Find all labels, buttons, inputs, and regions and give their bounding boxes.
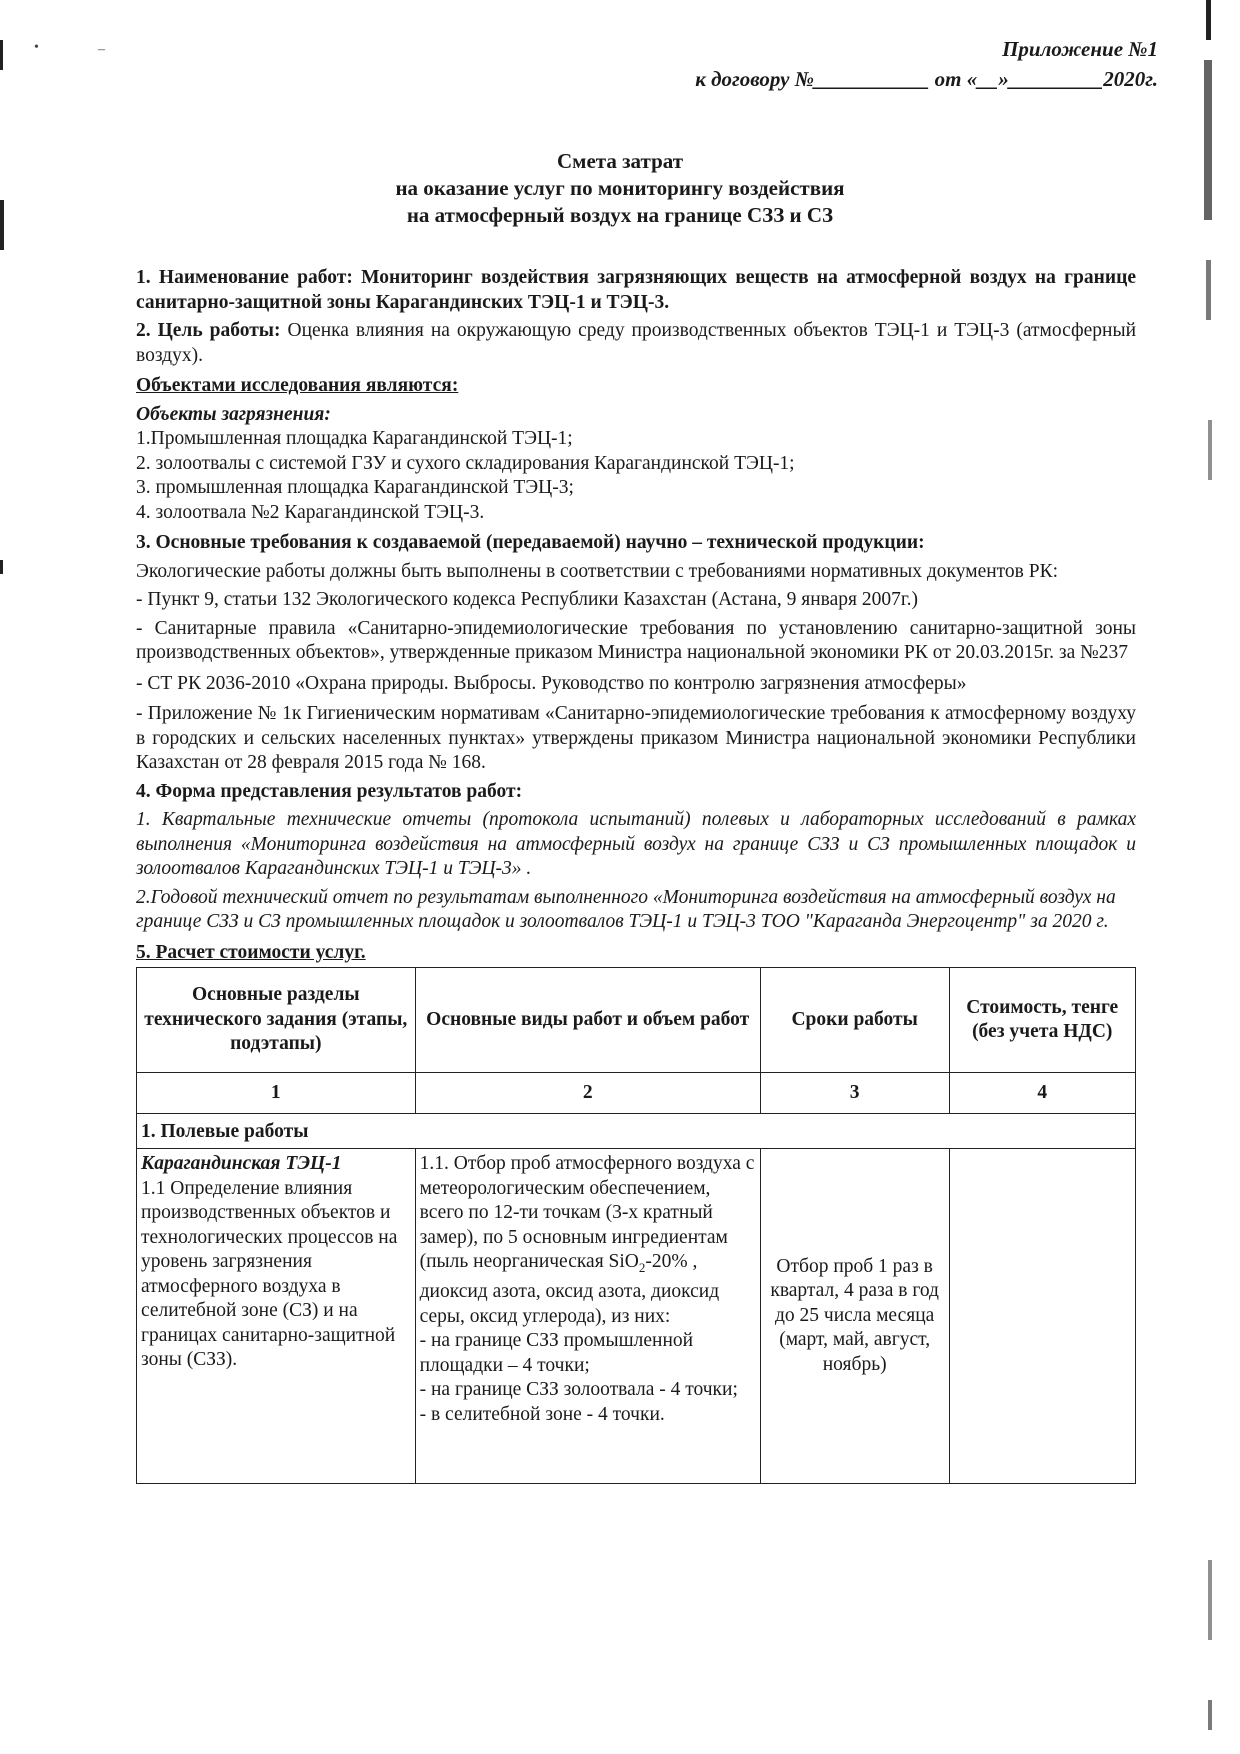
table-header-row (137, 968, 1136, 1073)
scan-speck: – (98, 42, 105, 57)
section-work-goal (136, 319, 1136, 368)
works-item: - на границе СЗЗ золоотвала - 4 точки; (419, 1379, 738, 1401)
works-text-cont: -20% , диоксид азота, оксид азота, диоксид серы, оксид углерода), из них: (419, 1251, 720, 1327)
column-number: 1 (137, 1073, 416, 1114)
scan-edge-mark (0, 40, 3, 70)
works-description (420, 1152, 756, 1329)
requirement-item: - Пункт 9, статьи 132 Экологического кодекса Республики Казахстан (Астана, 9 января 2007г.) (136, 589, 918, 610)
works-subscript: 2 (638, 1259, 646, 1275)
date-prefix: от «__» (934, 67, 1009, 91)
table-section-row (137, 1114, 1136, 1149)
objects-list (136, 427, 1136, 525)
table-row (137, 1149, 1136, 1484)
requirement-item: - Приложение № 1к Гигиеническим нормативам «Санитарно-эпидемиологические требования к атмосферному воздуху в городских и сельских населенных пунктах» утверждены приказом Министра национальной экономики Республики Казахстан от 28 февраля 2015 года № 168. (136, 703, 1136, 773)
objects-list-item: 4. золоотвала №2 Карагандинской ТЭЦ-3. (136, 501, 485, 523)
scan-edge-mark (0, 560, 3, 574)
section-work-name (136, 266, 1136, 315)
contract-prefix: к договору № (695, 67, 814, 91)
title-line-1: Смета затрат (556, 149, 684, 173)
table-cell-works (415, 1149, 760, 1484)
scan-edge-mark (1208, 1700, 1212, 1730)
section-4-label: 4. Форма представления результатов работ: (136, 780, 523, 802)
appendix-title: Приложение №1 (1002, 37, 1158, 61)
scan-edge-mark (1208, 420, 1212, 480)
works-item: - в селитебной зоне - 4 точки. (419, 1403, 665, 1425)
scan-speck: • (34, 40, 39, 55)
date-blank: _________ (1008, 67, 1104, 91)
table-cell-stage (137, 1149, 416, 1484)
result-form-item: 2.Годовой технический отчет по результатам выполненного «Мониторинга воздействия на атмосферный воздух на границе СЗЗ и СЗ промышленных площадок и золоотвалов ТЭЦ-1 и ТЭЦ-3 ТОО "Караганда Энергоцентр" за 2020 г. (136, 886, 1116, 932)
scan-edge-mark (1206, 0, 1211, 40)
requirement-item: - СТ РК 2036-2010 «Охрана природы. Выбросы. Руководство по контролю загрязнения атмосферы» (136, 672, 967, 694)
stage-description: 1.1 Определение влияния производственных объектов и технологических процессов на уровень загрязнения атмосферного воздуха в селитебной зоне (СЗ) и на границах санитарно-защитной зоны (СЗЗ). (141, 1177, 398, 1370)
table-section-title: 1. Полевые работы (137, 1114, 1136, 1149)
works-item: - на границе СЗЗ промышленной площадки – 4 точки; (419, 1330, 694, 1376)
column-number: 3 (760, 1073, 949, 1114)
column-number: 2 (415, 1073, 760, 1114)
objects-list-item: 3. промышленная площадка Карагандинской ТЭЦ-3; (136, 477, 574, 498)
column-number: 4 (949, 1073, 1136, 1114)
contract-year: 2020г. (1103, 67, 1158, 91)
contract-reference (695, 64, 1158, 94)
requirement-item: - Санитарные правила «Санитарно-эпидемиологические требования по установлению санитарно-защитной зоны производственных объектов», утвержденные приказом Министра национальной экономики РК от 20.03.2015г. за №237 (136, 617, 1136, 663)
section-2-label: 2. Цель работы: (136, 320, 281, 341)
objects-heading: Объектами исследования являются: (136, 375, 459, 396)
section-1-label: 1. Наименование работ: (136, 267, 353, 288)
table-header-cell: Основные разделы технического задания (этапы, подэтапы) (137, 968, 416, 1073)
table-cell-terms: Отбор проб 1 раз в квартал, 4 раза в год до 25 числа месяца (март, май, август, ноябрь) (760, 1149, 949, 1484)
result-form-item: 1. Квартальные технические отчеты (протокола испытаний) полевых и лабораторных исследований в рамках выполнения «Мониторинга воздействия на атмосферный воздух на границе СЗЗ и СЗ промышленных площадок и золоотвалов Карагандинских ТЭЦ-1 и ТЭЦ-3» . (136, 809, 1136, 879)
section-1-text: Мониторинг воздействия загрязняющих веществ на атмосферной воздух на границе санитарно-защитной зоны Карагандинских ТЭЦ-1 и ТЭЦ-3. (136, 267, 1136, 313)
table-cell-cost (949, 1149, 1136, 1484)
cost-table (136, 967, 1136, 1484)
table-header-cell: Сроки работы (760, 968, 949, 1073)
section-2-text: Оценка влияния на окружающую среду производственных объектов ТЭЦ-1 и ТЭЦ-3 (атмосферный воздух). (136, 320, 1137, 366)
section-3-intro: Экологические работы должны быть выполнены в соответствии с требованиями нормативных документов РК: (136, 560, 1059, 582)
table-number-row (137, 1073, 1136, 1114)
table-header-cell: Стоимость, тенге (без учета НДС) (949, 968, 1136, 1073)
scan-edge-mark (1208, 1560, 1212, 1640)
title-line-2: на оказание услуг по мониторингу воздействия (395, 176, 845, 200)
scan-edge-mark (1206, 260, 1211, 320)
section-3-label: 3. Основные требования к создаваемой (передаваемой) научно – технической продукции: (136, 532, 925, 553)
objects-list-item: 2. золоотвалы с системой ГЗУ и сухого складирования Карагандинской ТЭЦ-1; (136, 452, 795, 474)
objects-list-item: 1.Промышленная площадка Карагандинской ТЭЦ-1; (136, 428, 573, 449)
plant-name: Карагандинская ТЭЦ-1 (141, 1153, 342, 1174)
contract-number-blank: ___________ (813, 67, 930, 91)
document-body (136, 266, 1136, 1484)
table-header-cell: Основные виды работ и объем работ (415, 968, 760, 1073)
document-title (0, 148, 1240, 229)
title-line-3: на атмосферный воздух на границе СЗЗ и СЗ (406, 203, 834, 227)
appendix-header (695, 34, 1158, 94)
works-text: 1.1. Отбор проб атмосферного воздуха с метеорологическим обеспечением, всего по 12-ти точкам (3-х кратный замер), по 5 основным ингредиентам (пыль неорганическая SiO (419, 1153, 755, 1272)
section-5-label: 5. Расчет стоимости услуг. (136, 941, 366, 963)
objects-subheading: Объекты загрязнения: (136, 403, 331, 425)
